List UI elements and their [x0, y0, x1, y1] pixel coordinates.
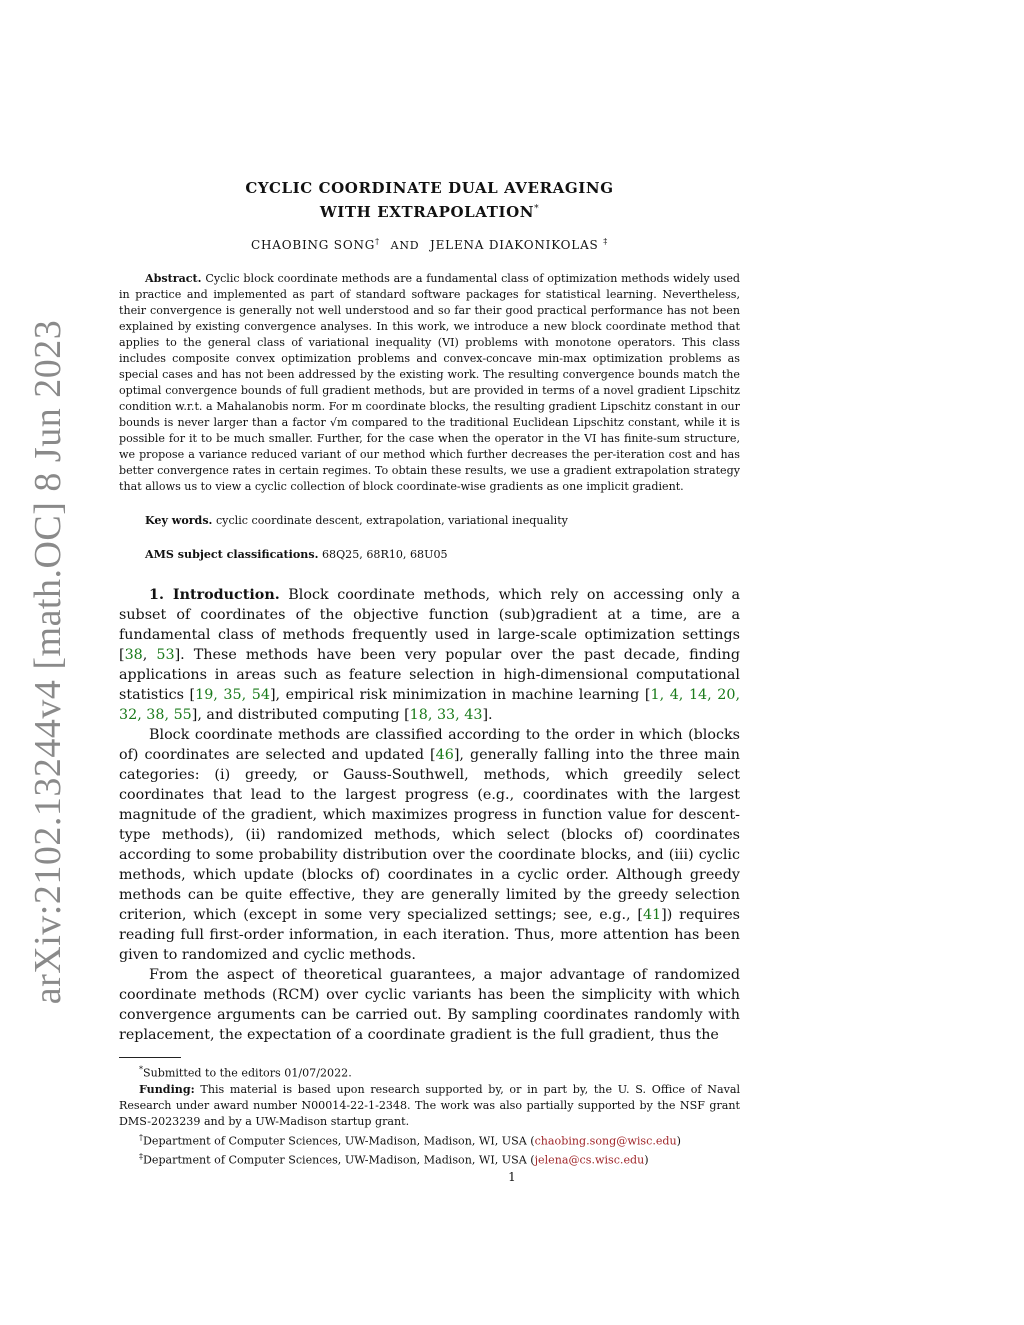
email-link[interactable]: jelena@cs.wisc.edu	[534, 1154, 645, 1168]
introduction-section	[119, 585, 740, 1045]
title-line-2: WITH EXTRAPOLATION	[319, 203, 535, 221]
ams-classifications	[119, 547, 740, 563]
paper-title	[119, 178, 740, 223]
citation-link[interactable]: 18, 33, 43	[409, 707, 483, 723]
footnote-mark: †	[139, 1132, 143, 1142]
intro-text: ].	[482, 707, 493, 723]
title-footnote-mark: *	[534, 204, 540, 214]
citation-link[interactable]: 38	[124, 647, 143, 663]
citation-link[interactable]: 53	[156, 647, 175, 663]
intro-paragraph-3	[119, 965, 740, 1045]
footnote-text: Department of Computer Sciences, UW-Madison, Madison, WI, USA (	[143, 1154, 535, 1168]
footnotes	[119, 1062, 740, 1169]
intro-text: Block coordinate methods are classified according to the order in which (blocks of) coordinates are selected and updated [	[119, 727, 740, 763]
citation-link[interactable]: 19, 35, 54	[195, 687, 270, 703]
arxiv-side-stamp: arXiv:2102.13244v4 [math.OC] 8 Jun 2023	[27, 319, 69, 1005]
intro-text: ], and distributed computing [	[191, 707, 410, 723]
intro-text: ], generally falling into the three main categories: (i) greedy, or Gauss-Southwell, methods, which greedily select coordinates that lead to the largest progress (e.g., coordinates with the largest magnitude of the gradient, which maximizes progress in function value for descent-type methods), (ii) randomized methods, which select (blocks of) coordinates according to some probability distribution over the coordinate blocks, and (iii) cyclic methods, which update (blocks of) coordinates in a cyclic order. Although greedy methods can be quite effective, they are generally limited by the greedy selection criterion, which (except in some very specialized settings; see, e.g., [	[119, 747, 741, 923]
author-1: CHAOBING SONG	[250, 238, 376, 252]
ams-text: 68Q25, 68R10, 68U05	[321, 548, 448, 561]
footnote-submitted	[119, 1062, 740, 1082]
intro-text: From the aspect of theoretical guarantees, a major advantage of randomized coordinate methods (RCM) over cyclic variants has been the simplicity with which convergence arguments can be carried out. By sampling coordinates randomly with replacement, the expectation of a coordinate gradient is the full gradient, thus the	[119, 967, 740, 1043]
intro-text: ]. These methods have been very popular over the past decade, finding applications in areas such as feature selection in high-dimensional computational statistics [	[119, 647, 740, 703]
footnote-mark: ‡	[139, 1152, 143, 1162]
footnote-text: )	[644, 1154, 649, 1168]
intro-text: Block coordinate methods, which rely on accessing only a subset of coordinates of the objective function (sub)gradient at a time, are a fundamental class of methods frequently used in large-scale optimization settings [	[119, 587, 740, 663]
funding-label: Funding:	[139, 1082, 195, 1096]
intro-text: ]) requires reading full first-order information, in each iteration. Thus, more attention has been given to randomized and cyclic methods.	[119, 907, 740, 963]
abstract-label: Abstract.	[145, 272, 202, 285]
section-heading: 1. Introduction.	[149, 587, 280, 603]
footnote-divider	[119, 1057, 181, 1058]
author-1-mark: †	[375, 237, 380, 246]
citation-link[interactable]: 46	[435, 747, 454, 763]
page-number: 1	[508, 1170, 516, 1184]
footnote-text: This material is based upon research supported by, or in part by, the U. S. Office of Naval Research under award number N00014-22-1-2348. The work was also partially supported by the NSF grant DMS-2023239 and by a UW-Madison startup grant.	[119, 1082, 740, 1128]
author-list	[119, 237, 740, 252]
footnote-text: )	[676, 1134, 681, 1148]
footnote-text: Submitted to the editors 01/07/2022.	[143, 1066, 352, 1080]
ams-label: AMS subject classifications.	[145, 548, 319, 561]
author-2: JELENA DIAKONIKOLAS	[430, 238, 599, 252]
abstract	[119, 271, 740, 495]
title-line-1: CYCLIC COORDINATE DUAL AVERAGING	[245, 179, 614, 197]
citation-link[interactable]: 41	[642, 907, 662, 923]
abstract-text: Cyclic block coordinate methods are a fundamental class of optimization methods widely used in practice and implemented as part of standard software packages for statistical learning. Nevertheless, their convergence is generally not well understood and so far their good practical performance has not been explained by existing convergence analyses. In this work, we introduce a new block coordinate method that applies to the general class of variational inequality (VI) problems with monotone operators. This class includes composite convex optimization problems and convex-concave min-max optimization problems as special cases and has not been addressed by the existing work. The resulting convergence bounds match the optimal convergence bounds of full gradient methods, but are provided in terms of a novel gradient Lipschitz condition w.r.t. a Mahalanobis norm. For m coordinate blocks, the resulting gradient Lipschitz constant in our bounds is never larger than a factor √m compared to the traditional Euclidean Lipschitz constant, while it is possible for it to be much smaller. Further, for the case when the operator in the VI has finite-sum structure, we propose a variance reduced variant of our method which further decreases the per-iteration cost and has better convergence rates in certain regimes. To obtain these results, we use a gradient extrapolation strategy that allows us to view a cyclic collection of block coordinate-wise gradients as one implicit gradient.	[119, 272, 740, 493]
email-link[interactable]: chaobing.song@wisc.edu	[534, 1134, 677, 1148]
intro-paragraph-1: 1. Introduction. Block coordinate methods, which rely on accessing only a subset of coordinates of the objective function (sub)gradient at a time, are a fundamental class of methods frequently used in large-scale optimization settings [38, 53]. These methods have been very popular over the past decade, finding applications in areas such as feature selection in high-dimensional computational statistics [19, 35, 54], empirical risk minimization in machine learning [1, 4, 14, 20, 32, 38, 55], and distributed computing [18, 33, 43].	[119, 587, 740, 723]
citation-link[interactable]: 1, 4, 14, 20, 32, 38, 55	[119, 687, 740, 723]
keywords-label: Key words.	[145, 514, 213, 527]
footnote-affiliation-2	[119, 1149, 740, 1169]
intro-paragraph-2	[119, 725, 740, 965]
intro-text: ], empirical risk minimization in machine learning [	[269, 687, 651, 703]
paper-page	[119, 178, 740, 1169]
keywords	[119, 513, 740, 529]
author-separator: AND	[390, 239, 420, 252]
footnote-affiliation-1	[119, 1130, 740, 1150]
author-2-mark: ‡	[603, 237, 609, 246]
footnote-text: Department of Computer Sciences, UW-Madison, Madison, WI, USA (	[143, 1134, 535, 1148]
footnote-mark: *	[139, 1065, 143, 1074]
keywords-text: cyclic coordinate descent, extrapolation, variational inequality	[215, 514, 568, 527]
footnote-funding	[119, 1082, 740, 1130]
